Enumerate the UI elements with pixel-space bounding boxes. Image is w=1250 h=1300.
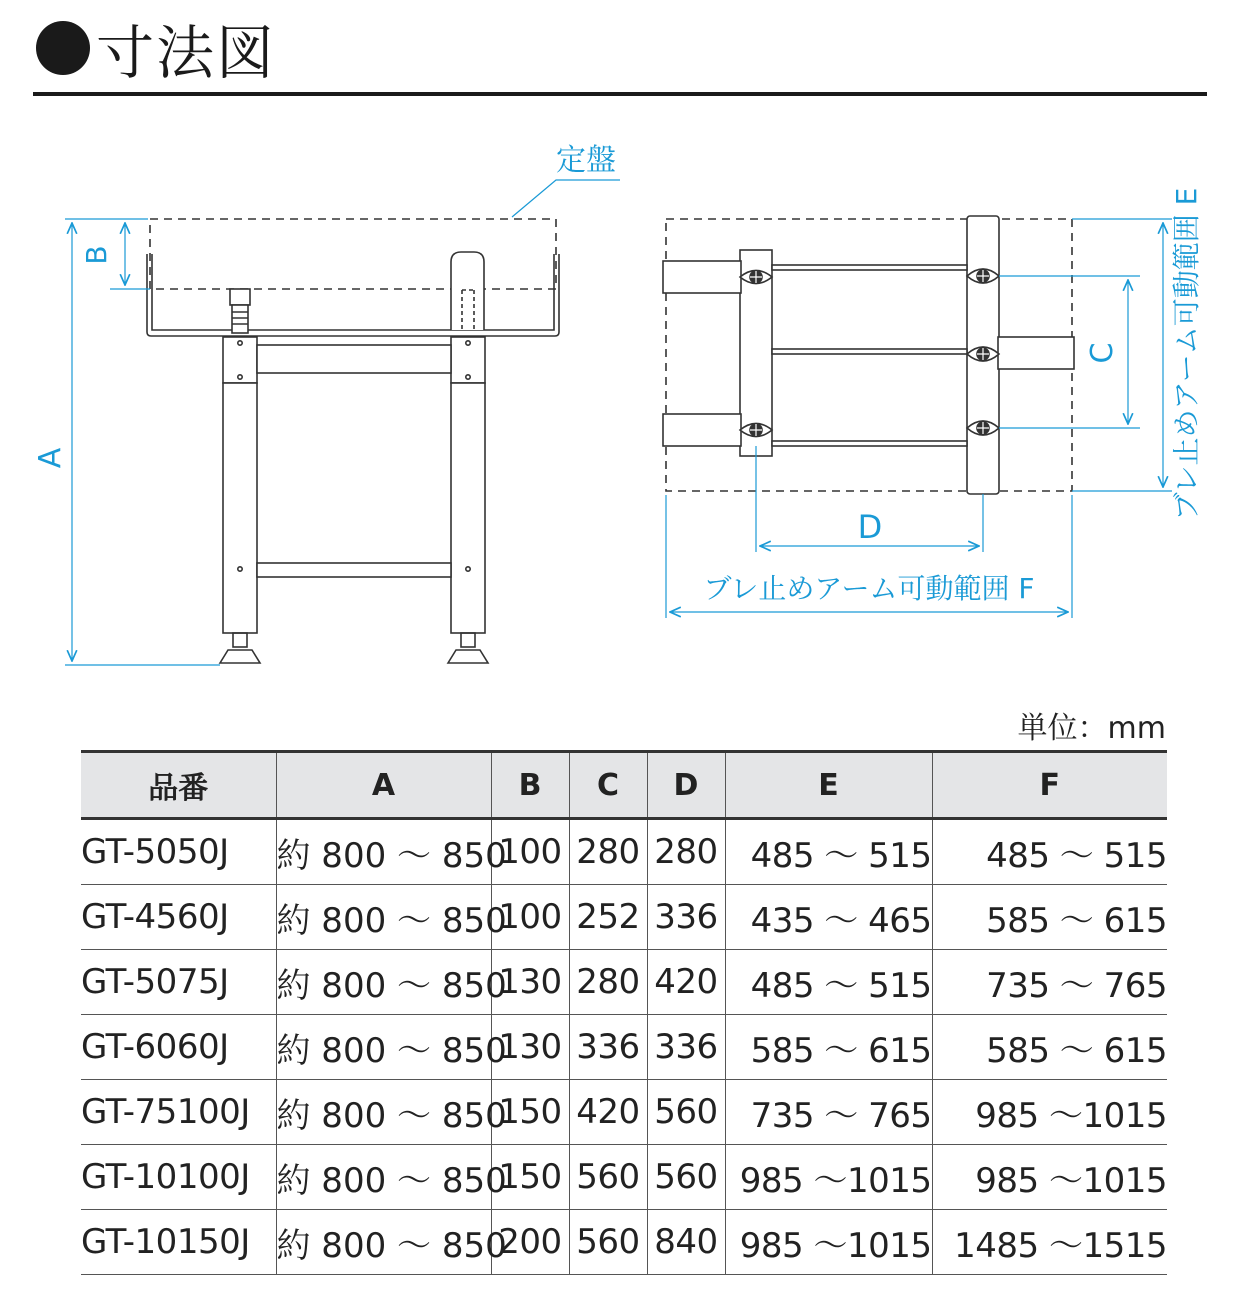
cell-e: 735 ～ 765 <box>725 1080 932 1145</box>
dim-a-label: A <box>33 447 68 469</box>
cell-model: GT-75100J <box>81 1080 276 1145</box>
cell-b: 150 <box>491 1080 569 1145</box>
left-leg-head <box>223 337 257 383</box>
top-bracket <box>147 254 559 336</box>
cell-b: 100 <box>491 885 569 950</box>
cell-a: 約 800 ～ 850 <box>276 1210 491 1275</box>
cell-f: 485 ～ 515 <box>932 819 1167 885</box>
cell-f: 985 ～1015 <box>932 1080 1167 1145</box>
cell-b: 150 <box>491 1145 569 1210</box>
unit-label: 単位：mm <box>1017 711 1166 746</box>
cell-a: 約 800 ～ 850 <box>276 950 491 1015</box>
cell-d: 560 <box>647 1080 725 1145</box>
header-b: B <box>491 752 569 819</box>
cell-model: GT-6060J <box>81 1015 276 1080</box>
cell-e: 485 ～ 515 <box>725 950 932 1015</box>
table-row <box>81 885 1167 950</box>
cell-c: 252 <box>569 885 647 950</box>
cell-d: 336 <box>647 1015 725 1080</box>
cell-f: 585 ～ 615 <box>932 1015 1167 1080</box>
cell-f: 985 ～1015 <box>932 1145 1167 1210</box>
arm-left-top <box>663 261 741 293</box>
top-view <box>663 216 1074 494</box>
cell-c: 560 <box>569 1145 647 1210</box>
header-e: E <box>725 752 932 819</box>
table-row <box>81 819 1167 885</box>
cell-d: 840 <box>647 1210 725 1275</box>
header-a: A <box>276 752 491 819</box>
header-d: D <box>647 752 725 819</box>
cell-b: 200 <box>491 1210 569 1275</box>
cell-model: GT-10150J <box>81 1210 276 1275</box>
cell-c: 420 <box>569 1080 647 1145</box>
cell-d: 420 <box>647 950 725 1015</box>
cell-f: 1485 ～1515 <box>932 1210 1167 1275</box>
dim-c-label: C <box>1085 342 1120 364</box>
cell-a: 約 800 ～ 850 <box>276 885 491 950</box>
arm-right-middle <box>998 337 1074 369</box>
cell-f: 735 ～ 765 <box>932 950 1167 1015</box>
left-leg <box>223 383 257 633</box>
front-dimensions <box>65 180 620 665</box>
cell-b: 130 <box>491 1015 569 1080</box>
table-row <box>81 1145 1167 1210</box>
cell-c: 560 <box>569 1210 647 1275</box>
table-row <box>81 1210 1167 1275</box>
cell-c: 280 <box>569 950 647 1015</box>
table-row <box>81 1015 1167 1080</box>
spec-table <box>81 750 1167 1275</box>
surface-plate-outline <box>150 219 556 289</box>
dim-b-label: B <box>80 245 113 265</box>
cell-model: GT-5050J <box>81 819 276 885</box>
left-foot <box>220 650 260 663</box>
cell-c: 280 <box>569 819 647 885</box>
cell-e: 585 ～ 615 <box>725 1015 932 1080</box>
header-f: F <box>932 752 1167 819</box>
cell-model: GT-5075J <box>81 950 276 1015</box>
cell-d: 336 <box>647 885 725 950</box>
right-leg-top <box>451 252 484 330</box>
cell-d: 560 <box>647 1145 725 1210</box>
arm-left-bottom <box>663 414 741 446</box>
cell-model: GT-4560J <box>81 885 276 950</box>
table-row <box>81 1080 1167 1145</box>
cell-c: 336 <box>569 1015 647 1080</box>
lower-crossbar <box>257 563 451 577</box>
cell-b: 100 <box>491 819 569 885</box>
surface-plate-label: 定盤 <box>556 143 616 178</box>
cell-a: 約 800 ～ 850 <box>276 1015 491 1080</box>
range-f-label: ブレ止めアーム可動範囲 F <box>703 572 1035 605</box>
cell-d: 280 <box>647 819 725 885</box>
range-e-label: ブレ止めアーム可動範囲 E <box>1170 187 1203 521</box>
table-header-row <box>81 752 1167 819</box>
upper-crossbar <box>257 345 451 373</box>
right-foot <box>448 650 488 663</box>
cell-e: 985 ～1015 <box>725 1145 932 1210</box>
cell-a: 約 800 ～ 850 <box>276 1145 491 1210</box>
right-leg <box>451 383 485 633</box>
cell-a: 約 800 ～ 850 <box>276 1080 491 1145</box>
cell-model: GT-10100J <box>81 1145 276 1210</box>
header-c: C <box>569 752 647 819</box>
cell-f: 585 ～ 615 <box>932 885 1167 950</box>
table-row <box>81 950 1167 1015</box>
cell-e: 485 ～ 515 <box>725 819 932 885</box>
dim-d-label: D <box>857 508 883 546</box>
front-view <box>147 219 559 663</box>
cell-a: 約 800 ～ 850 <box>276 819 491 885</box>
page-title-text: 寸法図 <box>96 19 277 87</box>
cell-e: 435 ～ 465 <box>725 885 932 950</box>
cell-e: 985 ～1015 <box>725 1210 932 1275</box>
cell-b: 130 <box>491 950 569 1015</box>
header-model: 品番 <box>81 752 276 819</box>
